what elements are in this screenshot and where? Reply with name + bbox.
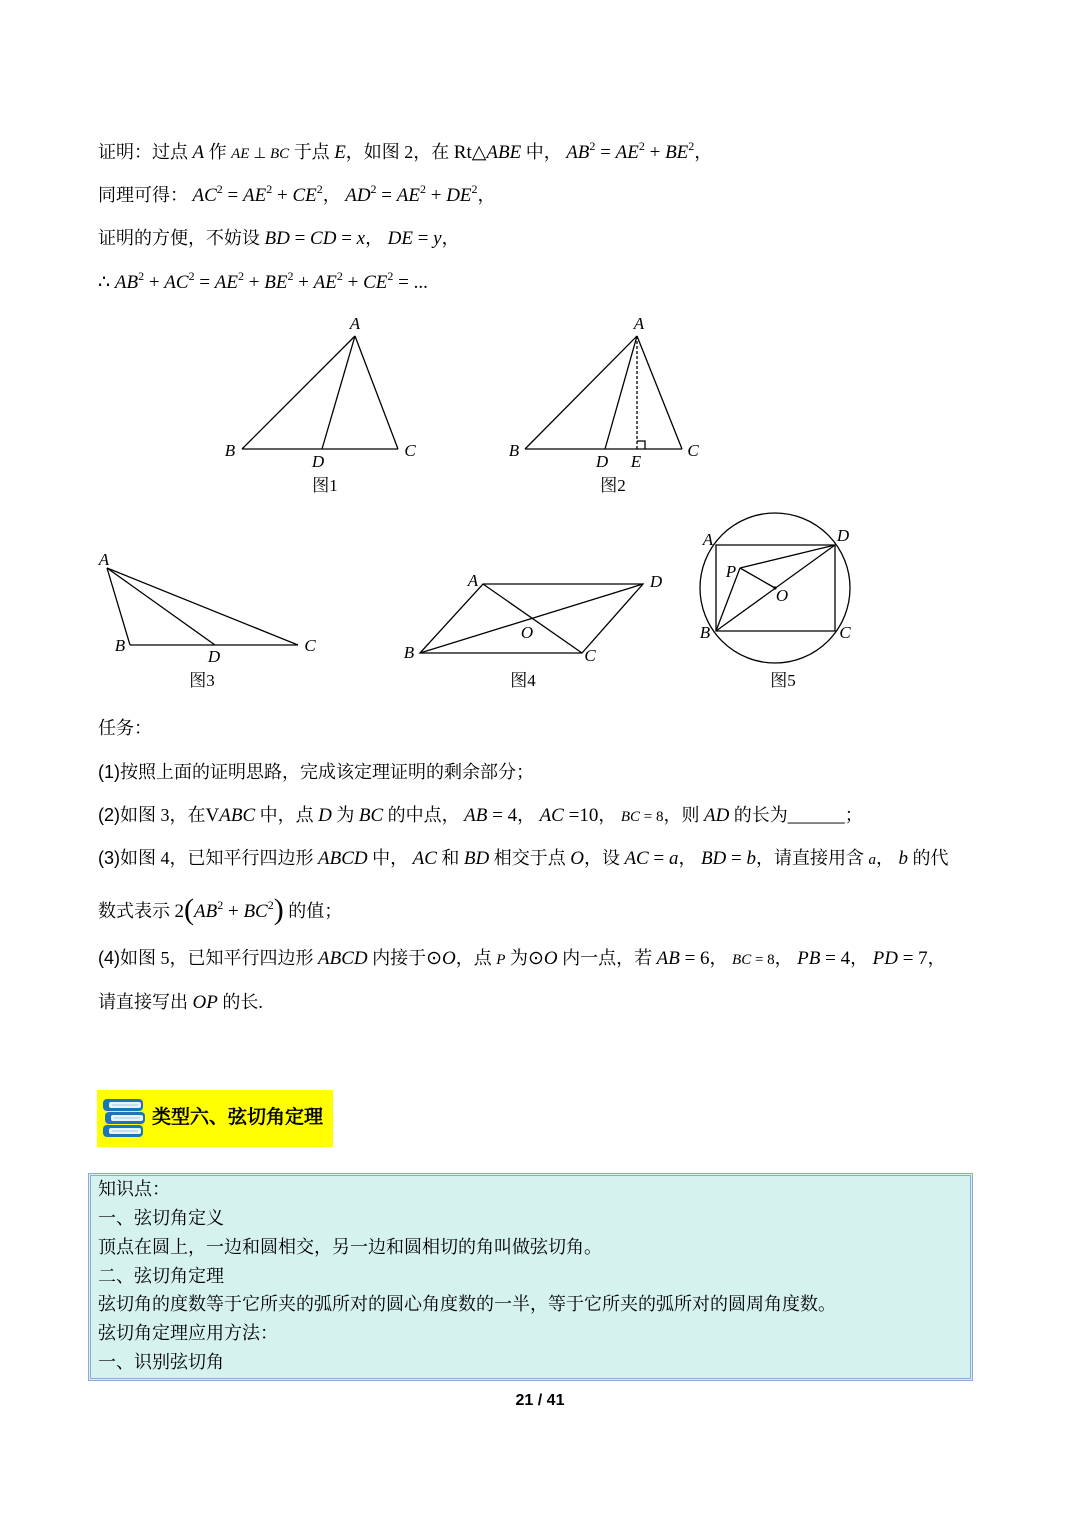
superscript: 2 [471,182,478,196]
text-run: 的值； [283,901,343,921]
section-title: 类型六、弦切角定理 [152,1107,324,1128]
point-label-c: C [304,636,316,655]
text-run: 中， [521,142,567,162]
point-label-c: C [839,623,851,642]
math-variable: AB [194,901,218,922]
math-variable: x [356,228,366,249]
task-heading [98,716,152,740]
math-variable-small: P [496,952,506,968]
point-label-a: A [702,530,714,549]
math-symbol: + [244,272,265,293]
superscript: 2 [387,269,394,283]
text-run: 如图 3，在 [120,805,206,825]
math-symbol: = [289,228,311,249]
text-run: ， [927,948,946,968]
math-symbol: = [194,272,215,293]
math-variable: PD [872,948,898,969]
text-run: ， [850,948,873,968]
math-variable: CE [292,185,317,206]
text-run: 内接于 [367,948,427,968]
text-run: ， [709,948,733,968]
parenthesis: ) [273,893,284,926]
text-run: 为 [331,805,359,825]
math-variable: AE [615,142,639,163]
text-run: ， [477,185,496,205]
math-variable: AD [345,185,371,206]
math-variable: AC [192,185,217,206]
text-run: 的中点， [383,805,465,825]
math-variable: AC [412,848,437,869]
text-run: ， [598,805,621,825]
text-run: 内一点，若 [557,948,657,968]
figure-1 [225,314,417,495]
segment-ac [355,336,398,449]
math-symbol: + [144,272,165,293]
segment-ac [637,336,682,449]
text-run: 同理可得： [98,185,193,205]
segment-po [740,568,775,588]
figures [0,305,1080,700]
knowledge-line: 二、弦切角定理 [98,1266,224,1286]
point-label-p: P [725,562,737,581]
math-variable: BD [264,228,290,249]
text-run: 证明：过点 [98,142,193,162]
text-run: ， [774,948,798,968]
text-run: 相交于点 [489,848,571,868]
math-symbol: V [205,805,220,826]
figure-5 [700,513,852,690]
text-run: 为 [505,948,528,968]
text-run: 于点 [289,142,335,162]
math-variable: OP [192,992,218,1013]
math-variable: AE [214,272,238,293]
text-run: ； [844,805,863,825]
point-label-d: D [649,572,663,591]
point-label-d: D [311,452,325,471]
superscript: 2 [589,139,596,153]
segment-ac [107,568,298,645]
point-label-b: B [114,636,126,655]
knowledge-line: 一、弦切角定义 [98,1208,224,1228]
figure-2 [509,314,700,495]
figure-caption: 图4 [510,671,536,690]
math-variable: a [668,848,679,869]
task-item-2 [98,803,863,827]
math-variable: D [318,805,332,826]
text-run: 中， [367,848,413,868]
math-symbol: ⊙ [426,948,443,969]
math-variable: DE [387,228,413,249]
math-variable: ABCD [318,948,368,969]
math-variable: AB [566,142,590,163]
knowledge-line: 一、识别弦切角 [98,1352,224,1372]
text-run: ，请直接用含 [756,848,869,868]
math-variable: E [334,142,346,163]
math-variable: AC [164,272,189,293]
text-run: 按照上面的证明思路，完成该定理证明的剩余部分； [120,762,534,782]
math-symbol: = [595,142,616,163]
point-label-d: D [595,452,609,471]
math-variable: O [570,848,584,869]
figure-caption: 图5 [770,671,796,690]
math-variable-small: BC [620,809,640,825]
math-symbol: = [726,848,747,869]
point-label-o: O [775,586,789,605]
math-variable-small: BC [270,146,290,162]
superscript: 2 [267,898,274,912]
superscript: 2 [138,269,145,283]
text-run: ， [876,848,899,868]
point-label-c: C [404,441,416,460]
math-symbol: + [425,185,447,206]
math-variable-small: a [868,852,876,868]
point-label-b: B [508,441,520,460]
superscript: 2 [370,182,377,196]
segment-ab [525,336,637,449]
math-variable: AE [243,185,267,206]
math-variable: ABCD [318,848,368,869]
math-symbol: = [648,848,669,869]
item-number: (4) [98,948,120,968]
math-symbol: + [223,901,244,922]
diagonal-bd [420,584,643,653]
math-symbol: + [293,272,314,293]
text-run: 中，点 [255,805,319,825]
point-label-c: C [687,441,699,460]
math-variable: AC [624,848,649,869]
math-variable: b [746,848,756,869]
math-symbol: 2 [174,901,184,922]
math-variable: BD [463,848,490,869]
books-icon [100,1096,148,1140]
math-symbol: = 7 [897,948,928,969]
text-run: ， [694,142,713,162]
math-symbol: = 6 [679,948,710,969]
math-variable: BE [264,272,288,293]
math-variable: ABE [486,142,522,163]
proof-line-4 [98,270,428,294]
math-symbol-small: = 8 [640,809,664,825]
math-symbol: + [644,142,666,163]
text-run: 证明的方便，不妨设 [98,228,265,248]
math-variable: DE [446,185,472,206]
math-symbol: + [272,185,293,206]
point-label-a: A [349,314,361,333]
segment-ab [107,568,130,645]
math-variable: BD [700,848,727,869]
figure-caption: 图3 [189,671,215,690]
math-symbol: = [336,228,357,249]
item-number: (1) [98,762,120,782]
text-run: 和 [436,848,464,868]
text-run: 作 [204,142,232,162]
text-run: 的长. [217,992,263,1012]
math-symbol: = 4 [487,805,518,826]
proof-line-3 [98,226,460,250]
proof-line-1 [98,140,712,164]
text-run: 数式表示 [98,901,175,921]
text-run: ，如图 2，在 [345,142,454,162]
text-run: ， [678,848,701,868]
math-symbol: = [222,185,243,206]
superscript: 2 [638,139,645,153]
text-run: 请直接写出 [98,992,193,1012]
math-variable: AB [464,805,488,826]
math-variable: AB [114,272,139,293]
math-symbol: = ... [393,272,428,293]
section-heading [97,1090,333,1147]
superscript: 2 [336,269,343,283]
point-label-e: E [630,452,642,471]
point-label-b: B [403,643,415,662]
point-label-a: A [633,314,645,333]
parenthesis: ( [184,893,194,926]
superscript: 2 [266,182,273,196]
math-variable: AC [539,805,564,826]
knowledge-line: 知识点： [98,1179,170,1199]
math-symbol: Rt△ [453,142,487,163]
math-variable: y [433,228,442,249]
figure-4 [404,571,663,690]
superscript: 2 [217,898,224,912]
text-run: ，设 [583,848,625,868]
math-symbol: = [412,228,434,249]
math-variable: BC [243,901,268,922]
text-run: ， [517,805,540,825]
knowledge-line: 顶点在圆上，一边和圆相交，另一边和圆相切的角叫做弦切角。 [98,1237,602,1257]
math-symbol-small: = 8 [751,952,775,968]
knowledge-box [88,1173,973,1381]
knowledge-line: 弦切角定理应用方法： [98,1323,278,1343]
math-symbol: ∴ [98,272,115,293]
text-run: 的长为 [729,805,788,825]
math-variable: BC [358,805,384,826]
task-item-4-continued [98,990,263,1014]
math-variable: PB [797,948,821,969]
proof-line-2 [98,183,496,207]
task-item-4 [98,946,946,970]
text-run: ，点 [455,948,497,968]
math-symbol-small: ⊥ [249,146,271,162]
math-variable: BE [665,142,689,163]
task-heading-text: 任务： [98,718,152,738]
superscript: 2 [216,182,223,196]
text-run: ，则 [663,805,704,825]
math-variable: AE [396,185,420,206]
figure-caption: 图1 [312,476,338,495]
point-label-b: B [224,441,236,460]
math-variable: AD [703,805,730,826]
math-symbol: = 4 [820,948,851,969]
math-variable: O [543,948,558,969]
math-variable: CD [310,228,337,249]
task-item-3-continued [98,893,343,926]
figure-caption: 图2 [600,476,626,495]
knowledge-line: 弦切角的度数等于它所夹的弧所对的圆心角度数的一半，等于它所夹的弧所对的圆周角度数。 [98,1294,836,1314]
task-item-1 [98,760,534,784]
math-symbol: = [376,185,397,206]
math-variable: CE [363,272,388,293]
point-label-a: A [98,550,110,569]
text-run: 如图 5，已知平行四边形 [120,948,318,968]
point-label-a: A [467,571,479,590]
item-number: (3) [98,848,120,868]
text-run: 的代 [908,848,949,868]
math-symbol: ⊙ [527,948,544,969]
text-run: ， [365,228,388,248]
superscript: 2 [419,182,426,196]
superscript: 2 [188,269,195,283]
figure-3 [98,550,317,690]
math-variable-small: AE [231,146,250,162]
point-label-d: D [836,526,850,545]
math-variable: O [442,948,456,969]
point-label-b: B [699,623,711,642]
point-label-c: C [584,646,596,665]
math-variable: A [192,142,205,163]
math-symbol: =10 [563,805,599,826]
text-run: ， [441,228,460,248]
text-run: 如图 4，已知平行四边形 [120,848,318,868]
math-symbol: ______ [787,805,845,826]
segment-ad [107,568,215,645]
superscript: 2 [238,269,244,283]
math-variable: b [898,848,908,869]
point-label-o: O [520,623,534,642]
point-label-d: D [207,647,221,666]
math-variable: AB [656,948,680,969]
math-variable: ABC [219,805,256,826]
item-number: (2) [98,805,120,825]
segment-pd [740,545,835,568]
text-run: ， [322,185,346,205]
page-number: 21 / 41 [515,1392,565,1409]
right-angle-mark [637,441,645,449]
task-item-3 [98,846,949,870]
math-symbol: + [342,272,364,293]
math-variable: AE [313,272,337,293]
superscript: 2 [316,182,323,196]
superscript: 2 [688,139,695,153]
superscript: 2 [287,269,294,283]
math-variable-small: BC [732,952,752,968]
